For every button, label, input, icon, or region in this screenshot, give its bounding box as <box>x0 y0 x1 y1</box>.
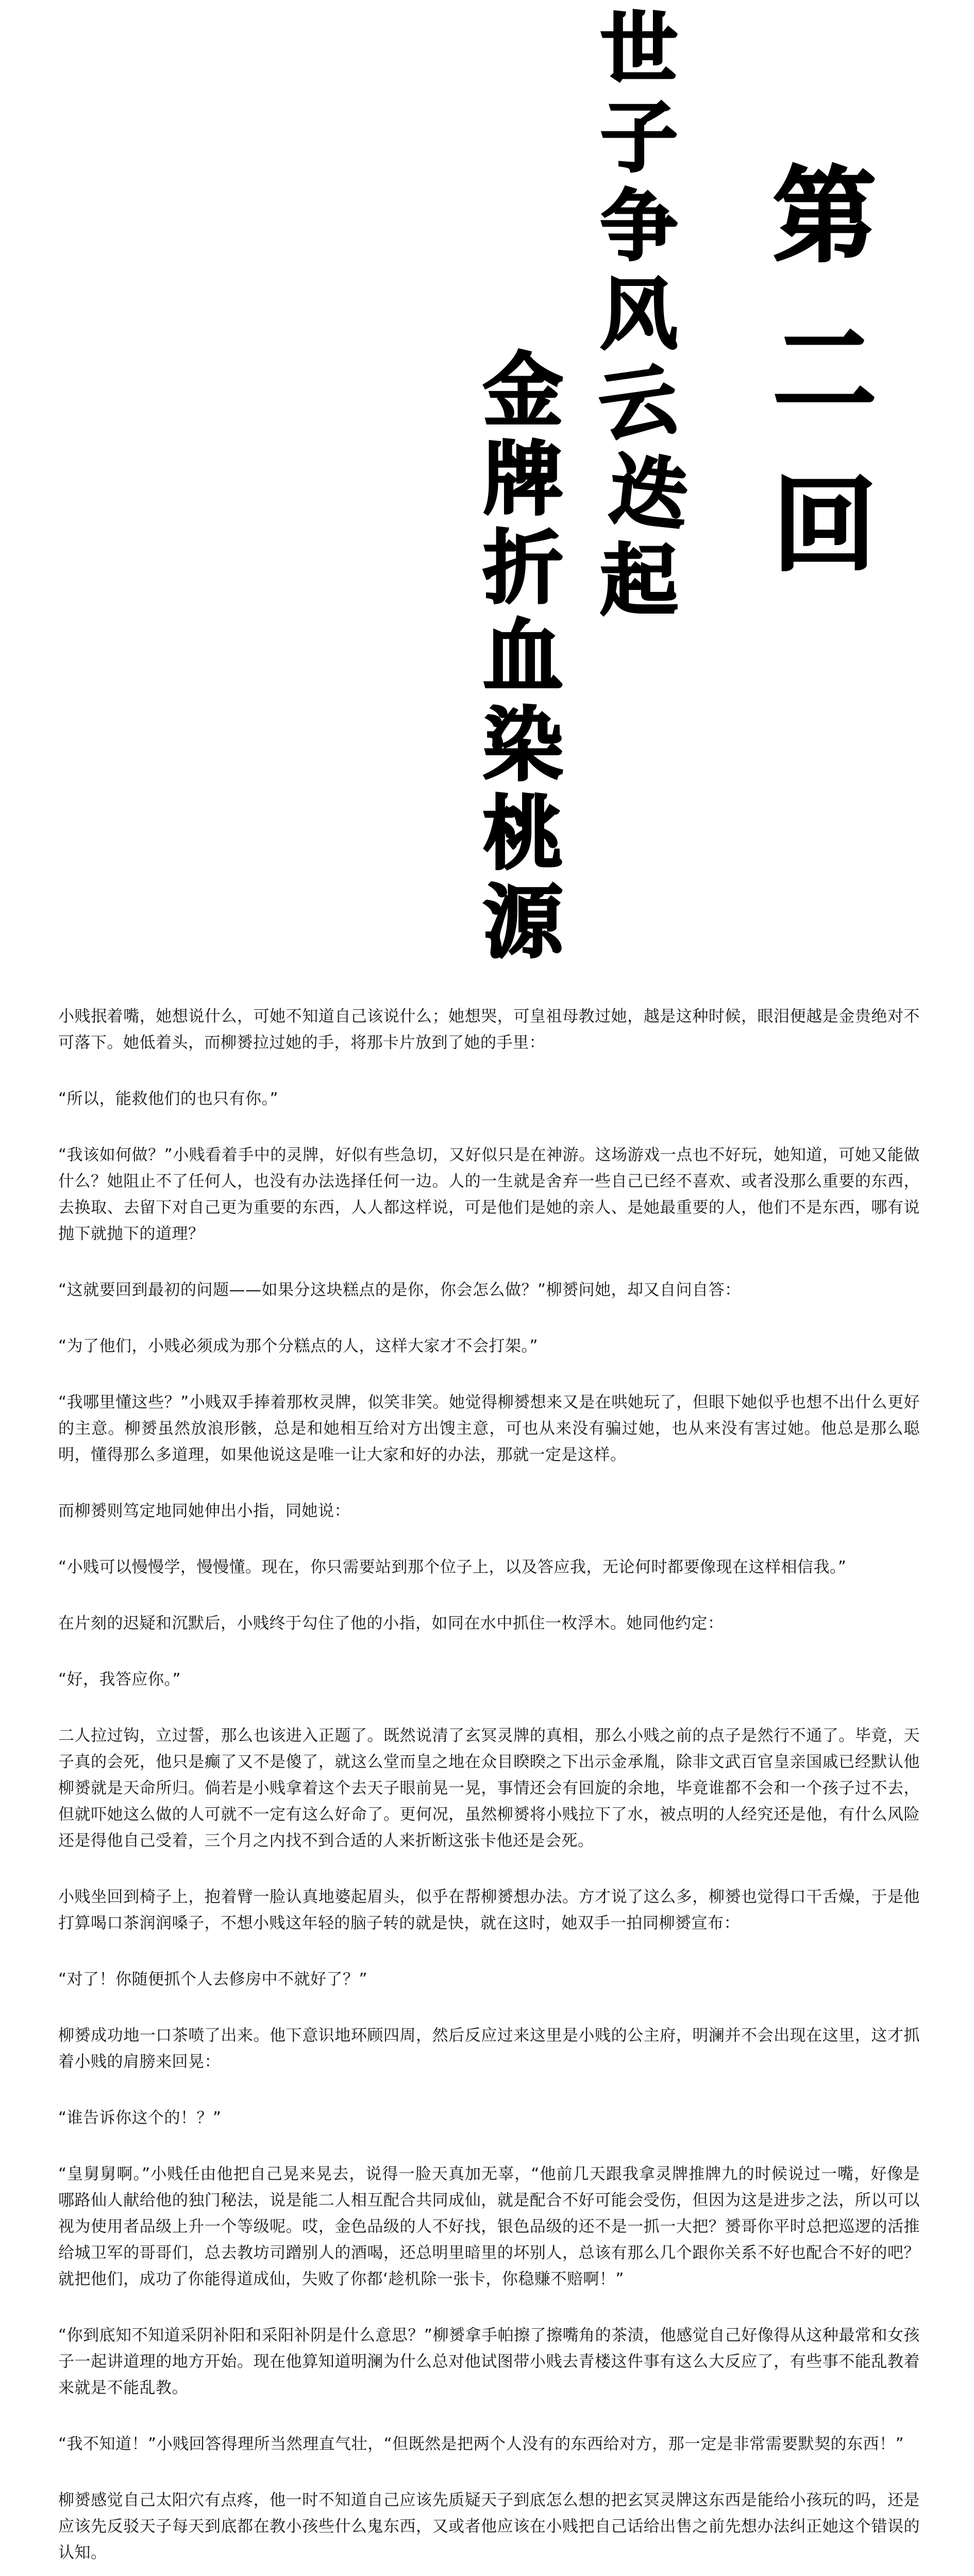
title-char: 世 <box>600 4 678 94</box>
chapter-heading-char: 回 <box>773 465 876 586</box>
title-char: 起 <box>600 535 678 626</box>
paragraph: 二人拉过钩，立过誓，那么也该进入正题了。既然说清了玄冥灵牌的真相，那么小贱之前的点子是然行不通了。毕竟，天子真的会死，他只是癫了又不是傻了，就这么堂而皇之地在众目睽睽之下出示金承胤，除非文武百官皇亲国戚已经默认他柳赟就是天命所归。倘若是小贱拿着这个去天子眼前晃一晃，事情还会有回旋的余地，毕竟谁都不会和一个孩子过不去，但就吓她这么做的人可就不一定有这么好命了。更何况，虽然柳赟将小贱拉下了水，被点明的人经究还是他，有什么风险还是得他自己受着，三个月之内找不到合适的人来折断这张卡他还是会死。 <box>58 1726 920 1850</box>
title-char: 金 <box>483 343 563 437</box>
paragraph: 而柳赟则笃定地同她伸出小指，同她说： <box>58 1502 350 1520</box>
paragraph: “我不知道！”小贱回答得理所当然理直气壮，“但既然是把两个人没有的东西给对方，那一定是非常需要默契的东西！” <box>58 2435 904 2453</box>
chapter-body <box>58 1004 920 2576</box>
paragraph: “谁告诉你这个的！？” <box>58 2109 222 2127</box>
paragraph: 柳赟成功地一口茶喷了出来。他下意识地环顾四周，然后反应过来这里是小贱的公主府，明澜并不会出现在这里，这才抓着小贱的肩膀来回晃： <box>58 2026 920 2071</box>
title-char: 风 <box>600 269 678 360</box>
paragraph: “小贱可以慢慢学，慢慢懂。现在，你只需要站到那个位子上，以及答应我，无论何时都要像现在这样相信我。” <box>58 1558 847 1577</box>
paragraph: 在片刻的迟疑和沉默后，小贱终于勾住了他的小指，如同在水中抓住一枚浮木。她同他约定： <box>58 1614 724 1633</box>
title-char: 子 <box>600 92 678 183</box>
paragraph: “为了他们，小贱必须成为那个分糕点的人，这样大家才不会打架。” <box>58 1337 539 1355</box>
paragraph: “好，我答应你。” <box>58 1670 181 1689</box>
paragraph: “我该如何做？”小贱看着手中的灵牌，好似有些急切，又好似只是在神游。这场游戏一点也不好玩，她知道，可她又能做什么？她阻止不了任何人，也没有办法选择任何一边。人的一生就是舍弃一些自己已经不喜欢、或者没那么重要的东西，去换取、去留下对自己更为重要的东西，人人都这样说，可是他们是她的亲人、是她最重要的人，他们不是东西，哪有说抛下就抛下的道理？ <box>58 1146 920 1243</box>
chapter-title-line-2 <box>469 343 577 971</box>
paragraph: “皇舅舅啊。”小贱任由他把自己晃来晃去，说得一脸天真加无辜，“他前几天跟我拿灵牌推牌九的时候说过一嘴，好像是哪路仙人献给他的独门秘法，说是能二人相互配合共同成仙，就是配合不好可能会受伤，但因为这是进步之法，所以可以视为使用者品级上升一个等级呢。哎，金色品级的人不好找，银色品级的还不是一抓一大把？赟哥你平时总把巡逻的活推给城卫军的哥哥们，总去教坊司蹭别人的酒喝，还总明里暗里的坏别人，总该有那么几个跟你关系不好也配合不好的吧？就把他们，成功了你能得道成仙，失败了你都‘趁机除一张卡，你稳赚不赔啊！” <box>58 2165 920 2289</box>
title-char: 桃 <box>483 786 563 880</box>
title-char: 折 <box>483 520 563 615</box>
paragraph: “对了！你随便抓个人去修房中不就好了？” <box>58 1970 368 1989</box>
title-char: 牌 <box>483 432 563 526</box>
paragraph: “你到底知不知道采阴补阳和采阳补阴是什么意思？”柳赟拿手帕擦了擦嘴角的茶渍，他感觉自己好像得从这种最常和女孩子一起讲道理的地方开始。现在他算知道明澜为什么总对他试图带小贱去青楼这件事有这么大反应了，有些事不能乱教着来就是不能乱教。 <box>58 2326 920 2397</box>
title-char: 血 <box>483 609 563 703</box>
title-char: 云 <box>593 353 683 454</box>
paragraph: “我哪里懂这些？”小贱双手捧着那枚灵牌，似笑非笑。她觉得柳赟想来又是在哄她玩了，但眼下她似乎也想不出什么更好的主意。柳赟虽然放浪形骸，总是和她相互给对方出馊主意，可也从来没有骗过她，也从来没有害过她。他总是那么聪明，懂得那么多道理，如果他说这是唯一让大家和好的办法，那就一定是这样。 <box>58 1393 920 1464</box>
title-char: 争 <box>600 181 678 272</box>
title-char: 源 <box>483 875 563 969</box>
paragraph: 柳赟感觉自己太阳穴有点疼，他一时不知道自己应该先质疑天子到底怎么想的把玄冥灵牌这东西是能给小孩玩的吗，还是应该先反驳天子每天到底都在教小孩些什么鬼东西，又或者他应该在小贱把自己话给出售之前先想办法纠正她这个错误的认知。 <box>58 2491 920 2562</box>
chapter-heading-char: 二 <box>773 310 876 431</box>
chapter-heading <box>758 156 892 629</box>
chapter-title-line-1 <box>587 4 692 631</box>
title-char: 染 <box>483 698 563 792</box>
paragraph: 小贱坐回到椅子上，抱着臂一脸认真地婆起眉头，似乎在帮柳赟想办法。方才说了这么多，柳赟也觉得口干舌燥，于是他打算喝口茶润润嗓子，不想小贱这年轻的脑子转的就是快，就在这时，她双手一拍同柳赟宣布： <box>58 1888 920 1933</box>
paragraph: “这就要回到最初的问题——如果分这块糕点的是你，你会怎么做？”柳赟问她，却又自问自答： <box>58 1281 741 1299</box>
paragraph: “所以，能救他们的也只有你。” <box>58 1090 279 1108</box>
paragraph: 小贱抿着嘴，她想说什么，可她不知道自己该说什么；她想哭，可皇祖母教过她，越是这种时候，眼泪便越是金贵绝对不可落下。她低着头，而柳赟拉过她的手，将那卡片放到了她的手里： <box>58 1007 920 1052</box>
title-char: 迭 <box>606 444 692 543</box>
chapter-heading-char: 第 <box>773 156 876 277</box>
